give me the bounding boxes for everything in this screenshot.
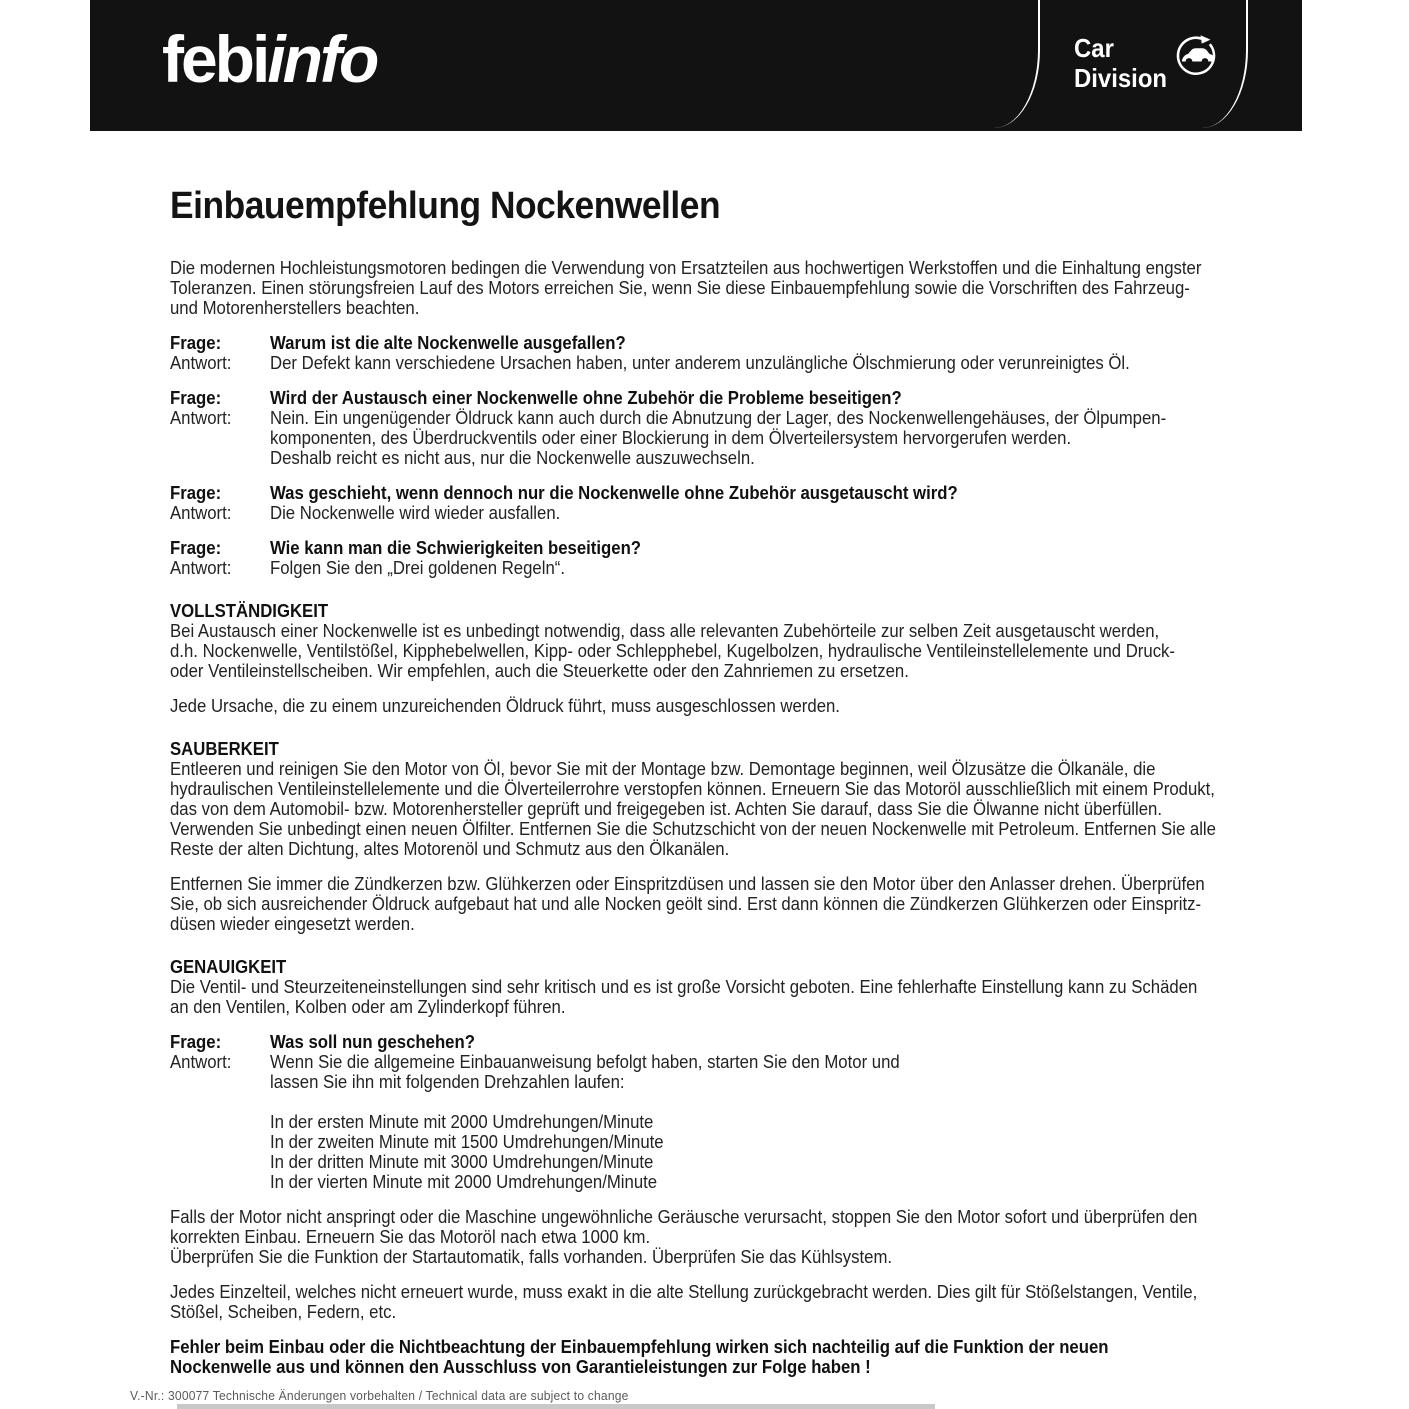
car-in-circle-arrow-icon — [1172, 31, 1220, 79]
document-content — [170, 186, 1370, 1377]
answer-label: Antwort: — [170, 1052, 232, 1072]
question-text: Wie kann man die Schwierigkeiten beseitigen? — [270, 538, 642, 558]
car-division-line1: Car — [1074, 33, 1114, 63]
section-paragraph: Die Ventil- und Steurzeiteneinstellungen sind sehr kritisch und es ist große Vorsicht geboten. Eine fehlerhafte Einstellung kann zu Schäden an den Ventilen, Kolben oder am Zylinderkopf führen. — [170, 977, 1198, 1017]
question-label: Frage: — [170, 1032, 222, 1052]
qa-block — [170, 483, 1370, 523]
answer-label: Antwort: — [170, 408, 232, 428]
febi-info-logo — [162, 22, 377, 96]
answer-text-with-rpm-list: Wenn Sie die allgemeine Einbauanweisung befolgt haben, starten Sie den Motor und lassen Sie ihn mit folgenden Drehzahlen laufen: In der ersten Minute mit 2000 Umdrehungen/Minute In der zweiten Minute mit 1500 Umdrehungen/Minute In der dritten Minute mit 3000 Umdrehungen/Minute In der vierten Minute mit 2000 Umdrehungen/Minute — [270, 1052, 900, 1192]
section-paragraph: Entleeren und reinigen Sie den Motor von Öl, bevor Sie mit der Montage bzw. Demontage beginnen, weil Ölzusätze die Ölkanäle, die hydraulischen Ventileinstellelemente und die Ölverteilerrohre verstopfen können. Erneuern Sie das Motoröl ausschließlich mit einem Produkt, das von dem Automobil- bzw. Motorenhersteller geprüft und freigegeben ist. Achten Sie darauf, dass Sie die Ölwanne nicht überfüllen. Verwenden Sie unbedingt einen neuen Ölfilter. Entfernen Sie die Schutzschicht von der neuen Nockenwelle mit Petroleum. Entfernen Sie alle Reste der alten Dichtung, altes Motorenöl und Schmutz aus den Ölkanälen. — [170, 759, 1216, 859]
question-text: Was geschieht, wenn dennoch nur die Nockenwelle ohne Zubehör ausgetauscht wird? — [270, 483, 958, 503]
section-heading-genauigkeit: GENAUIGKEIT — [170, 957, 287, 977]
section-paragraph: Jede Ursache, die zu einem unzureichenden Öldruck führt, muss ausgeschlossen werden. — [170, 696, 840, 716]
section-paragraph: Entfernen Sie immer die Zündkerzen bzw. Glühkerzen oder Einspritzdüsen und lassen sie den Motor über den Anlasser drehen. Überprüfen Sie, ob sich ausreichender Öldruck aufgebaut hat und alle Nocken geölt sind. Erst dann können die Zündkerzen Glühkerzen oder Einspritz- düsen wieder eingesetzt werden. — [170, 874, 1205, 934]
logo-text-info: info — [267, 22, 377, 96]
warranty-warning-paragraph: Fehler beim Einbau oder die Nichtbeachtung der Einbauempfehlung wirken sich nachteilig auf die Funktion der neuen Nockenwelle aus und können den Ausschluss von Garantieleistungen zur Folge haben ! — [170, 1337, 1109, 1377]
closing-paragraph-engine-check: Falls der Motor nicht anspringt oder die Maschine ungewöhnliche Geräusche verursacht, stoppen Sie den Motor sofort und überprüfen den korrekten Einbau. Erneuern Sie das Motoröl nach etwa 1000 km. Überprüfen Sie die Funktion der Startautomatik, falls vorhanden. Überprüfen Sie das Kühlsystem. — [170, 1207, 1198, 1267]
question-label: Frage: — [170, 483, 222, 503]
side-note-version-text: V.-Nr.: 300077 Technische Änderungen vorbehalten / Technical data are subject to change — [130, 1388, 629, 1403]
question-label: Frage: — [170, 538, 222, 558]
bottom-page-edge — [177, 1404, 935, 1409]
question-label: Frage: — [170, 388, 222, 408]
question-row — [170, 1032, 1370, 1052]
page-title: Einbauempfehlung Nockenwellen — [170, 185, 721, 227]
qa-block — [170, 388, 1370, 468]
logo-text-febi: febi — [162, 22, 268, 96]
question-row — [170, 333, 1370, 353]
question-row — [170, 538, 1370, 558]
section-paragraph: Bei Austausch einer Nockenwelle ist es unbedingt notwendig, dass alle relevanten Zubehörteile zur selben Zeit ausgetauscht werden, d.h. Nockenwelle, Ventilstößel, Kipphebelwellen, Kipp- oder Schlepphebel, Kugelbolzen, hydraulische Ventileinstellelemente und Druck- oder Ventileinstellscheiben. Wir empfehlen, auch die Steuerkette oder den Zahnriemen zu ersetzen. — [170, 621, 1176, 681]
header-bar — [90, 0, 1302, 131]
answer-text: Der Defekt kann verschiedene Ursachen haben, unter anderem unzulängliche Ölschmierung oder verunreinigtes Öl. — [270, 353, 1130, 373]
answer-row — [170, 353, 1370, 373]
answer-row — [170, 558, 1370, 578]
closing-paragraph-parts-position: Jedes Einzelteil, welches nicht erneuert wurde, muss exakt in die alte Stellung zurückgebracht werden. Dies gilt für Stößelstangen, Ventile, Stößel, Scheiben, Federn, etc. — [170, 1282, 1198, 1322]
answer-label: Antwort: — [170, 353, 232, 373]
answer-label: Antwort: — [170, 503, 232, 523]
section-heading-vollstaendigkeit: VOLLSTÄNDIGKEIT — [170, 601, 329, 621]
question-row — [170, 483, 1370, 503]
answer-label: Antwort: — [170, 558, 232, 578]
answer-text: Die Nockenwelle wird wieder ausfallen. — [270, 503, 561, 523]
intro-paragraph: Die modernen Hochleistungsmotoren bedingen die Verwendung von Ersatzteilen aus hochwertigen Werkstoffen und die Einhaltung engster Toleranzen. Einen störungsfreien Lauf des Motors erreichen Sie, wenn Sie diese Einbauempfehlung sowie die Vorschriften des Fahrzeug- und Motorenherstellers beachten. — [170, 258, 1202, 318]
car-division-badge — [1074, 33, 1304, 93]
qa-block — [170, 333, 1370, 373]
answer-row — [170, 1052, 1370, 1192]
qa-block — [170, 538, 1370, 578]
answer-text: Folgen Sie den „Drei goldenen Regeln“. — [270, 558, 565, 578]
question-text: Wird der Austausch einer Nockenwelle ohne Zubehör die Probleme beseitigen? — [270, 388, 902, 408]
section-heading-sauberkeit: SAUBERKEIT — [170, 739, 279, 759]
question-row — [170, 388, 1370, 408]
qa-block — [170, 1032, 1370, 1192]
question-text: Warum ist die alte Nockenwelle ausgefallen? — [270, 333, 626, 353]
question-label: Frage: — [170, 333, 222, 353]
car-division-line2: Division — [1074, 63, 1168, 93]
answer-row — [170, 503, 1370, 523]
question-text: Was soll nun geschehen? — [270, 1032, 475, 1052]
answer-row — [170, 408, 1370, 468]
answer-text: Nein. Ein ungenügender Öldruck kann auch durch die Abnutzung der Lager, des Nockenwellengehäuses, der Ölpumpen- komponenten, des Überdruckventils oder einer Blockierung in dem Ölverteilersystem hervorgerufen werden. Deshalb reicht es nicht aus, nur die Nockenwelle auszuwechseln. — [270, 408, 1167, 468]
